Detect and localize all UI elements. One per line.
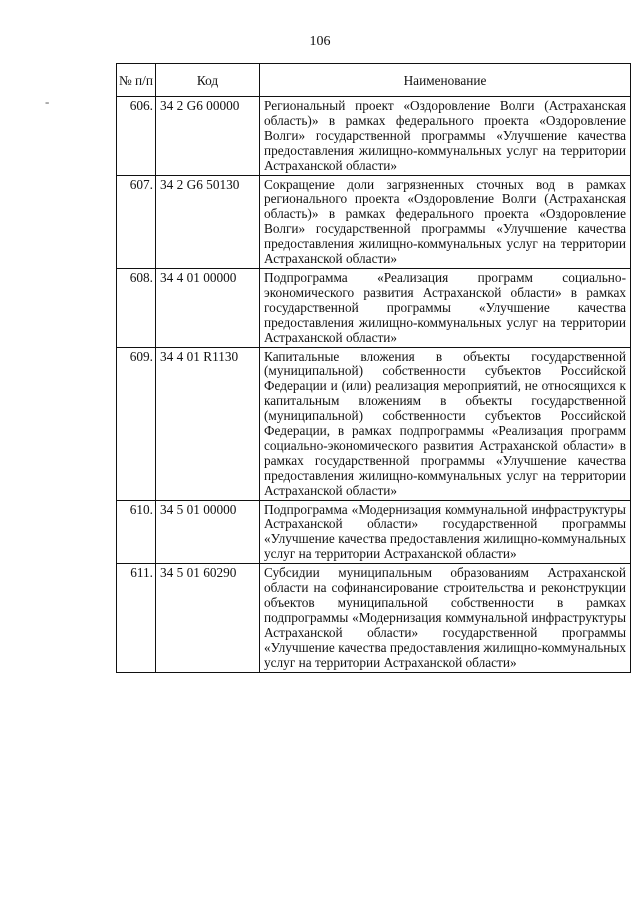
row-code: 34 4 01 R1130: [156, 347, 260, 500]
row-name: Сокращение доли загрязненных сточных вод в рамках регионального проекта «Оздоровление Волги (Астраханская область)» в рамках федерального проекта «Оздоровление Волги» государственной программы «Улучшение качества предоставления жилищно-коммунальных услуг на территории Астраханской области»: [260, 175, 631, 268]
page-number: 106: [309, 34, 331, 49]
row-code: 34 2 G6 50130: [156, 175, 260, 268]
row-number: 606.: [117, 97, 156, 176]
table-row: [117, 564, 631, 672]
margin-mark: -: [45, 94, 50, 109]
table-row: [117, 500, 631, 564]
row-name: Региональный проект «Оздоровление Волги (Астраханская область)» в рамках федерального проекта «Оздоровление Волги» государственной программы «Улучшение качества предоставления жилищно-коммунальных услуг на территории Астраханской области»: [260, 97, 631, 176]
table-row: [117, 97, 631, 176]
row-code: 34 2 G6 00000: [156, 97, 260, 176]
row-name: Субсидии муниципальным образованиям Астраханской области на софинансирование строительства и реконструкции объектов муниципальной собственности в рамках подпрограммы «Модернизация коммунальной инфраструктуры Астраханской области» государственной программы «Улучшение качества предоставления жилищно-коммунальных услуг на территории Астраханской области»: [260, 564, 631, 672]
header-name: Наименование: [260, 64, 631, 97]
row-code: 34 5 01 60290: [156, 564, 260, 672]
row-number: 609.: [117, 347, 156, 500]
row-number: 610.: [117, 500, 156, 564]
table-row: [117, 347, 631, 500]
row-name: Подпрограмма «Реализация программ социально-экономического развития Астраханской области» в рамках государственной программы «Улучшение качества предоставления жилищно-коммунальных услуг на территории Астраханской области»: [260, 268, 631, 347]
row-number: 607.: [117, 175, 156, 268]
table-row: [117, 268, 631, 347]
header-num: № п/п: [117, 64, 156, 97]
row-name: Подпрограмма «Модернизация коммунальной инфраструктуры Астраханской области» государственной программы «Улучшение качества предоставления жилищно-коммунальных услуг на территории Астраханской области»: [260, 500, 631, 564]
budget-classification-table: [116, 63, 631, 673]
table-header-row: [117, 64, 631, 97]
row-name: Капитальные вложения в объекты государственной (муниципальной) собственности субъектов Российской Федерации и (или) реализация мероприятий, не относящихся к капитальным вложениям в объекты государственной (муниципальной) собственности субъектов Российской Федерации, в рамках подпрограммы «Реализация программ социально-экономического развития Астраханской области» в рамках государственной программы «Улучшение качества предоставления жилищно-коммунальных услуг на территории Астраханской области»: [260, 347, 631, 500]
row-code: 34 5 01 00000: [156, 500, 260, 564]
row-code: 34 4 01 00000: [156, 268, 260, 347]
row-number: 611.: [117, 564, 156, 672]
header-code: Код: [156, 64, 260, 97]
row-number: 608.: [117, 268, 156, 347]
table-row: [117, 175, 631, 268]
